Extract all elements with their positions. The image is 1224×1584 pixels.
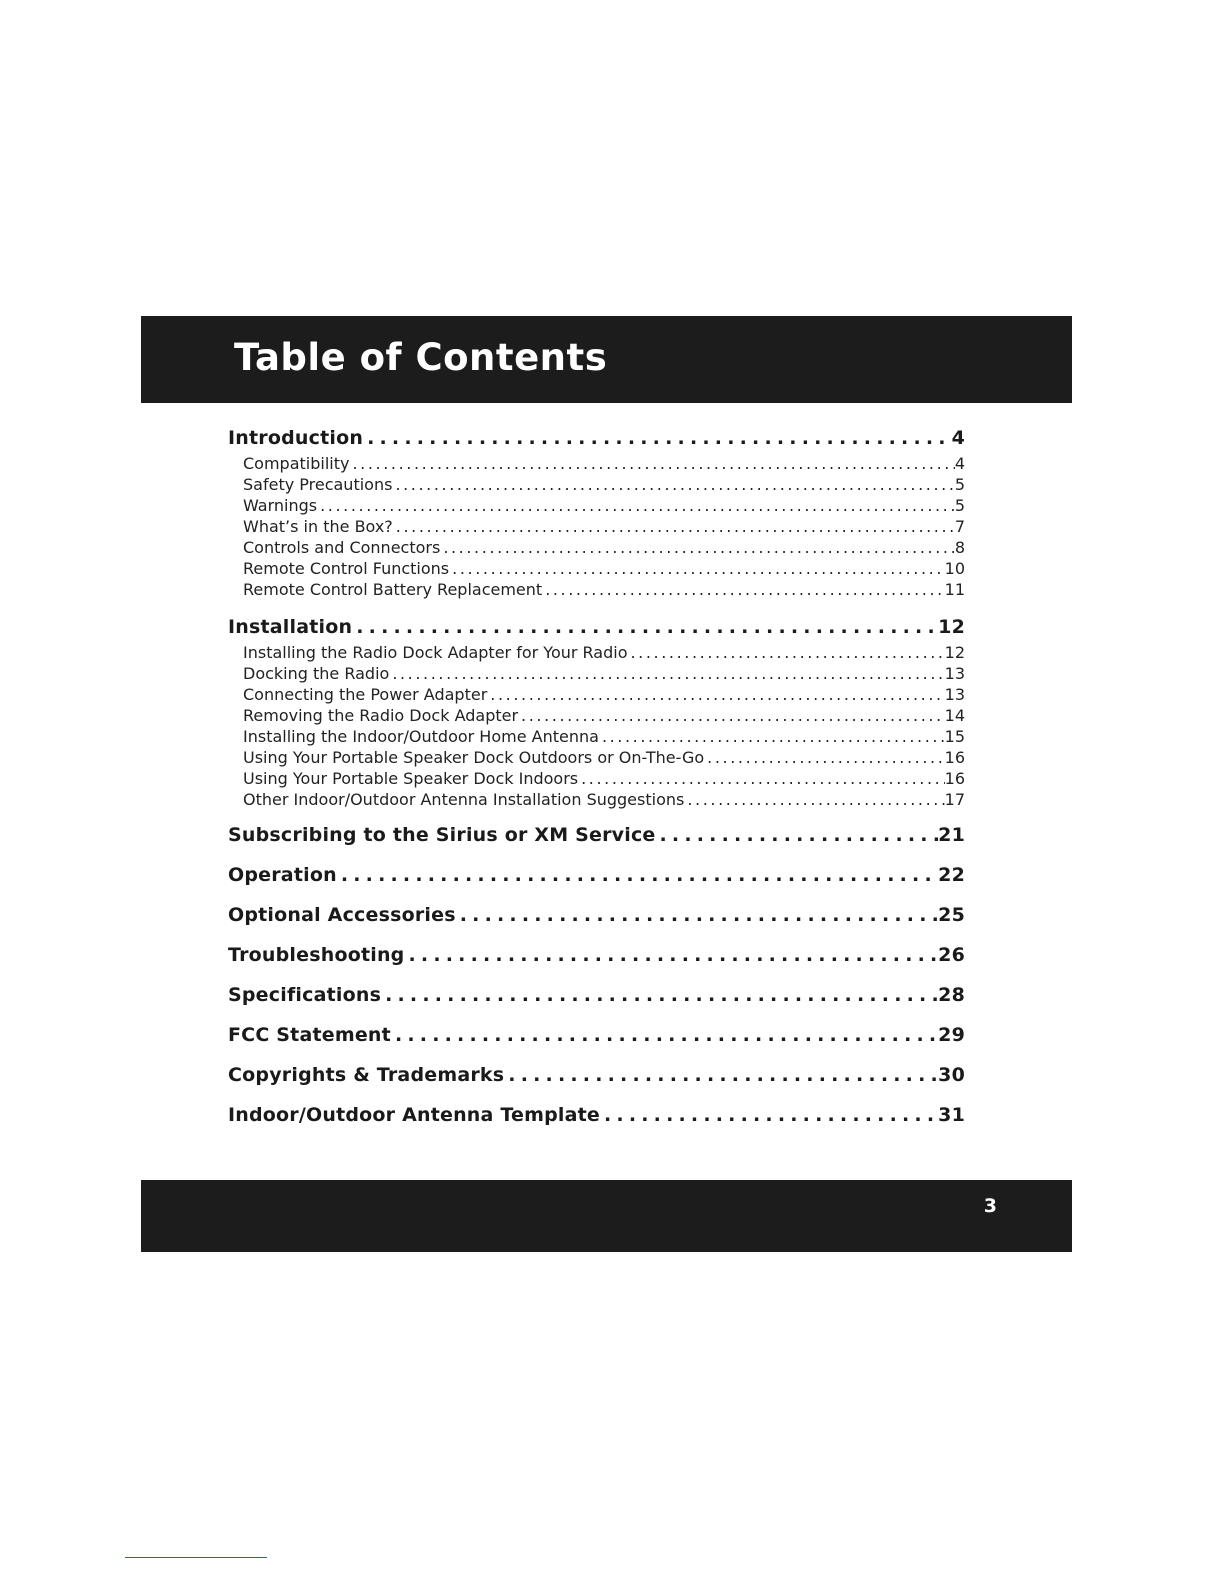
toc-entry[interactable] — [228, 982, 965, 1008]
toc-section — [228, 1022, 965, 1048]
dot-leader — [389, 663, 944, 684]
bottom-rule — [125, 1557, 267, 1558]
toc-subentry[interactable] — [243, 453, 965, 474]
toc-subentry[interactable] — [243, 579, 965, 600]
toc-section — [228, 1102, 965, 1128]
toc-entry[interactable] — [228, 425, 965, 451]
toc-subentry-page: 11 — [944, 580, 965, 599]
dot-leader — [363, 425, 952, 451]
toc-entry[interactable] — [228, 942, 965, 968]
toc-subentry-page: 15 — [944, 727, 965, 746]
toc-subentry-title: Installing the Radio Dock Adapter for Your Radio — [243, 643, 628, 662]
toc-subentry-page: 13 — [944, 685, 965, 704]
dot-leader — [628, 642, 945, 663]
dot-leader — [504, 1062, 938, 1088]
toc-section — [228, 902, 965, 928]
toc-subentry-title: Controls and Connectors — [243, 538, 441, 557]
toc-subentry-title: Docking the Radio — [243, 664, 390, 683]
toc-entry-title: Introduction — [228, 427, 364, 449]
toc-entry-title: Copyrights & Trademarks — [228, 1064, 505, 1086]
page-title: Table of Contents — [234, 336, 608, 379]
toc-subentry[interactable] — [243, 516, 965, 537]
toc-entry-page: 4 — [951, 427, 965, 449]
toc-subentry-title: Remote Control Battery Replacement — [243, 580, 543, 599]
toc-section — [228, 822, 965, 848]
dot-leader — [349, 453, 954, 474]
toc-subentry[interactable] — [243, 747, 965, 768]
toc-section — [228, 942, 965, 968]
dot-leader — [449, 558, 945, 579]
toc-section — [228, 614, 965, 810]
toc-subentry-page: 16 — [944, 769, 965, 788]
toc-entry-page: 21 — [938, 824, 965, 846]
dot-leader — [393, 516, 955, 537]
dot-leader — [456, 902, 938, 928]
toc-subentry-title: Remote Control Functions — [243, 559, 450, 578]
toc-section — [228, 982, 965, 1008]
toc-section — [228, 1062, 965, 1088]
dot-leader — [600, 1102, 938, 1128]
table-of-contents — [228, 425, 965, 1128]
toc-entry[interactable] — [228, 1062, 965, 1088]
toc-subentry[interactable] — [243, 705, 965, 726]
toc-entry[interactable] — [228, 614, 965, 640]
toc-subentry[interactable] — [243, 474, 965, 495]
toc-subentry-page: 16 — [944, 748, 965, 767]
dot-leader — [337, 862, 938, 888]
dot-leader — [352, 614, 938, 640]
dot-leader — [599, 726, 945, 747]
dot-leader — [656, 822, 939, 848]
toc-subentry-title: Other Indoor/Outdoor Antenna Installation Suggestions — [243, 790, 685, 809]
toc-entry[interactable] — [228, 862, 965, 888]
toc-subentry-title: Compatibility — [243, 454, 350, 473]
toc-subentry[interactable] — [243, 684, 965, 705]
footer-bar — [141, 1180, 1072, 1252]
toc-entry-title: Installation — [228, 616, 353, 638]
toc-subentry[interactable] — [243, 495, 965, 516]
toc-subentry-page: 7 — [954, 517, 965, 536]
toc-entry[interactable] — [228, 1022, 965, 1048]
dot-leader — [518, 705, 945, 726]
dot-leader — [487, 684, 944, 705]
dot-leader — [381, 982, 938, 1008]
toc-subentry-page: 10 — [944, 559, 965, 578]
toc-entry[interactable] — [228, 822, 965, 848]
toc-subentry[interactable] — [243, 726, 965, 747]
toc-entry-title: FCC Statement — [228, 1024, 391, 1046]
toc-subentry-title: Installing the Indoor/Outdoor Home Antenna — [243, 727, 599, 746]
toc-entry-title: Specifications — [228, 984, 382, 1006]
toc-subentry-title: Warnings — [243, 496, 318, 515]
toc-entry-title: Optional Accessories — [228, 904, 456, 926]
toc-subentries — [228, 642, 965, 810]
toc-subentry-page: 5 — [954, 475, 965, 494]
toc-entry-page: 29 — [938, 1024, 965, 1046]
toc-subentry-page: 8 — [954, 538, 965, 557]
toc-subentry-page: 12 — [944, 643, 965, 662]
toc-header-bar — [141, 316, 1072, 403]
dot-leader — [578, 768, 945, 789]
page-number: 3 — [983, 1195, 997, 1217]
toc-entry[interactable] — [228, 1102, 965, 1128]
toc-subentry-page: 5 — [954, 496, 965, 515]
toc-subentries — [228, 453, 965, 600]
toc-subentry-title: Safety Precautions — [243, 475, 393, 494]
toc-entry-page: 28 — [938, 984, 965, 1006]
toc-entry-page: 22 — [938, 864, 965, 886]
toc-entry-page: 31 — [938, 1104, 965, 1126]
toc-entry-title: Operation — [228, 864, 337, 886]
toc-section — [228, 862, 965, 888]
toc-entry-page: 26 — [938, 944, 965, 966]
toc-entry-title: Indoor/Outdoor Antenna Template — [228, 1104, 600, 1126]
toc-subentry-page: 13 — [944, 664, 965, 683]
toc-subentry-page: 17 — [944, 790, 965, 809]
dot-leader — [405, 942, 939, 968]
toc-subentry[interactable] — [243, 789, 965, 810]
toc-subentry-title: Using Your Portable Speaker Dock Indoors — [243, 769, 579, 788]
dot-leader — [317, 495, 955, 516]
dot-leader — [392, 474, 954, 495]
toc-entry-title: Subscribing to the Sirius or XM Service — [228, 824, 656, 846]
toc-subentry-title: Connecting the Power Adapter — [243, 685, 488, 704]
toc-subentry-page: 14 — [944, 706, 965, 725]
toc-entry-title: Troubleshooting — [228, 944, 405, 966]
dot-leader — [684, 789, 944, 810]
toc-subentry-title: What’s in the Box? — [243, 517, 393, 536]
dot-leader — [704, 747, 945, 768]
toc-subentry[interactable] — [243, 663, 965, 684]
toc-entry-page: 12 — [938, 616, 965, 638]
dot-leader — [542, 579, 944, 600]
toc-subentry-page: 4 — [954, 454, 965, 473]
toc-subentry[interactable] — [243, 537, 965, 558]
dot-leader — [391, 1022, 938, 1048]
toc-subentry[interactable] — [243, 558, 965, 579]
toc-subentry-title: Removing the Radio Dock Adapter — [243, 706, 519, 725]
dot-leader — [440, 537, 955, 558]
toc-entry[interactable] — [228, 902, 965, 928]
toc-subentry[interactable] — [243, 768, 965, 789]
toc-section — [228, 425, 965, 600]
toc-subentry[interactable] — [243, 642, 965, 663]
toc-entry-page: 25 — [938, 904, 965, 926]
toc-entry-page: 30 — [938, 1064, 965, 1086]
toc-subentry-title: Using Your Portable Speaker Dock Outdoors or On-The-Go — [243, 748, 705, 767]
